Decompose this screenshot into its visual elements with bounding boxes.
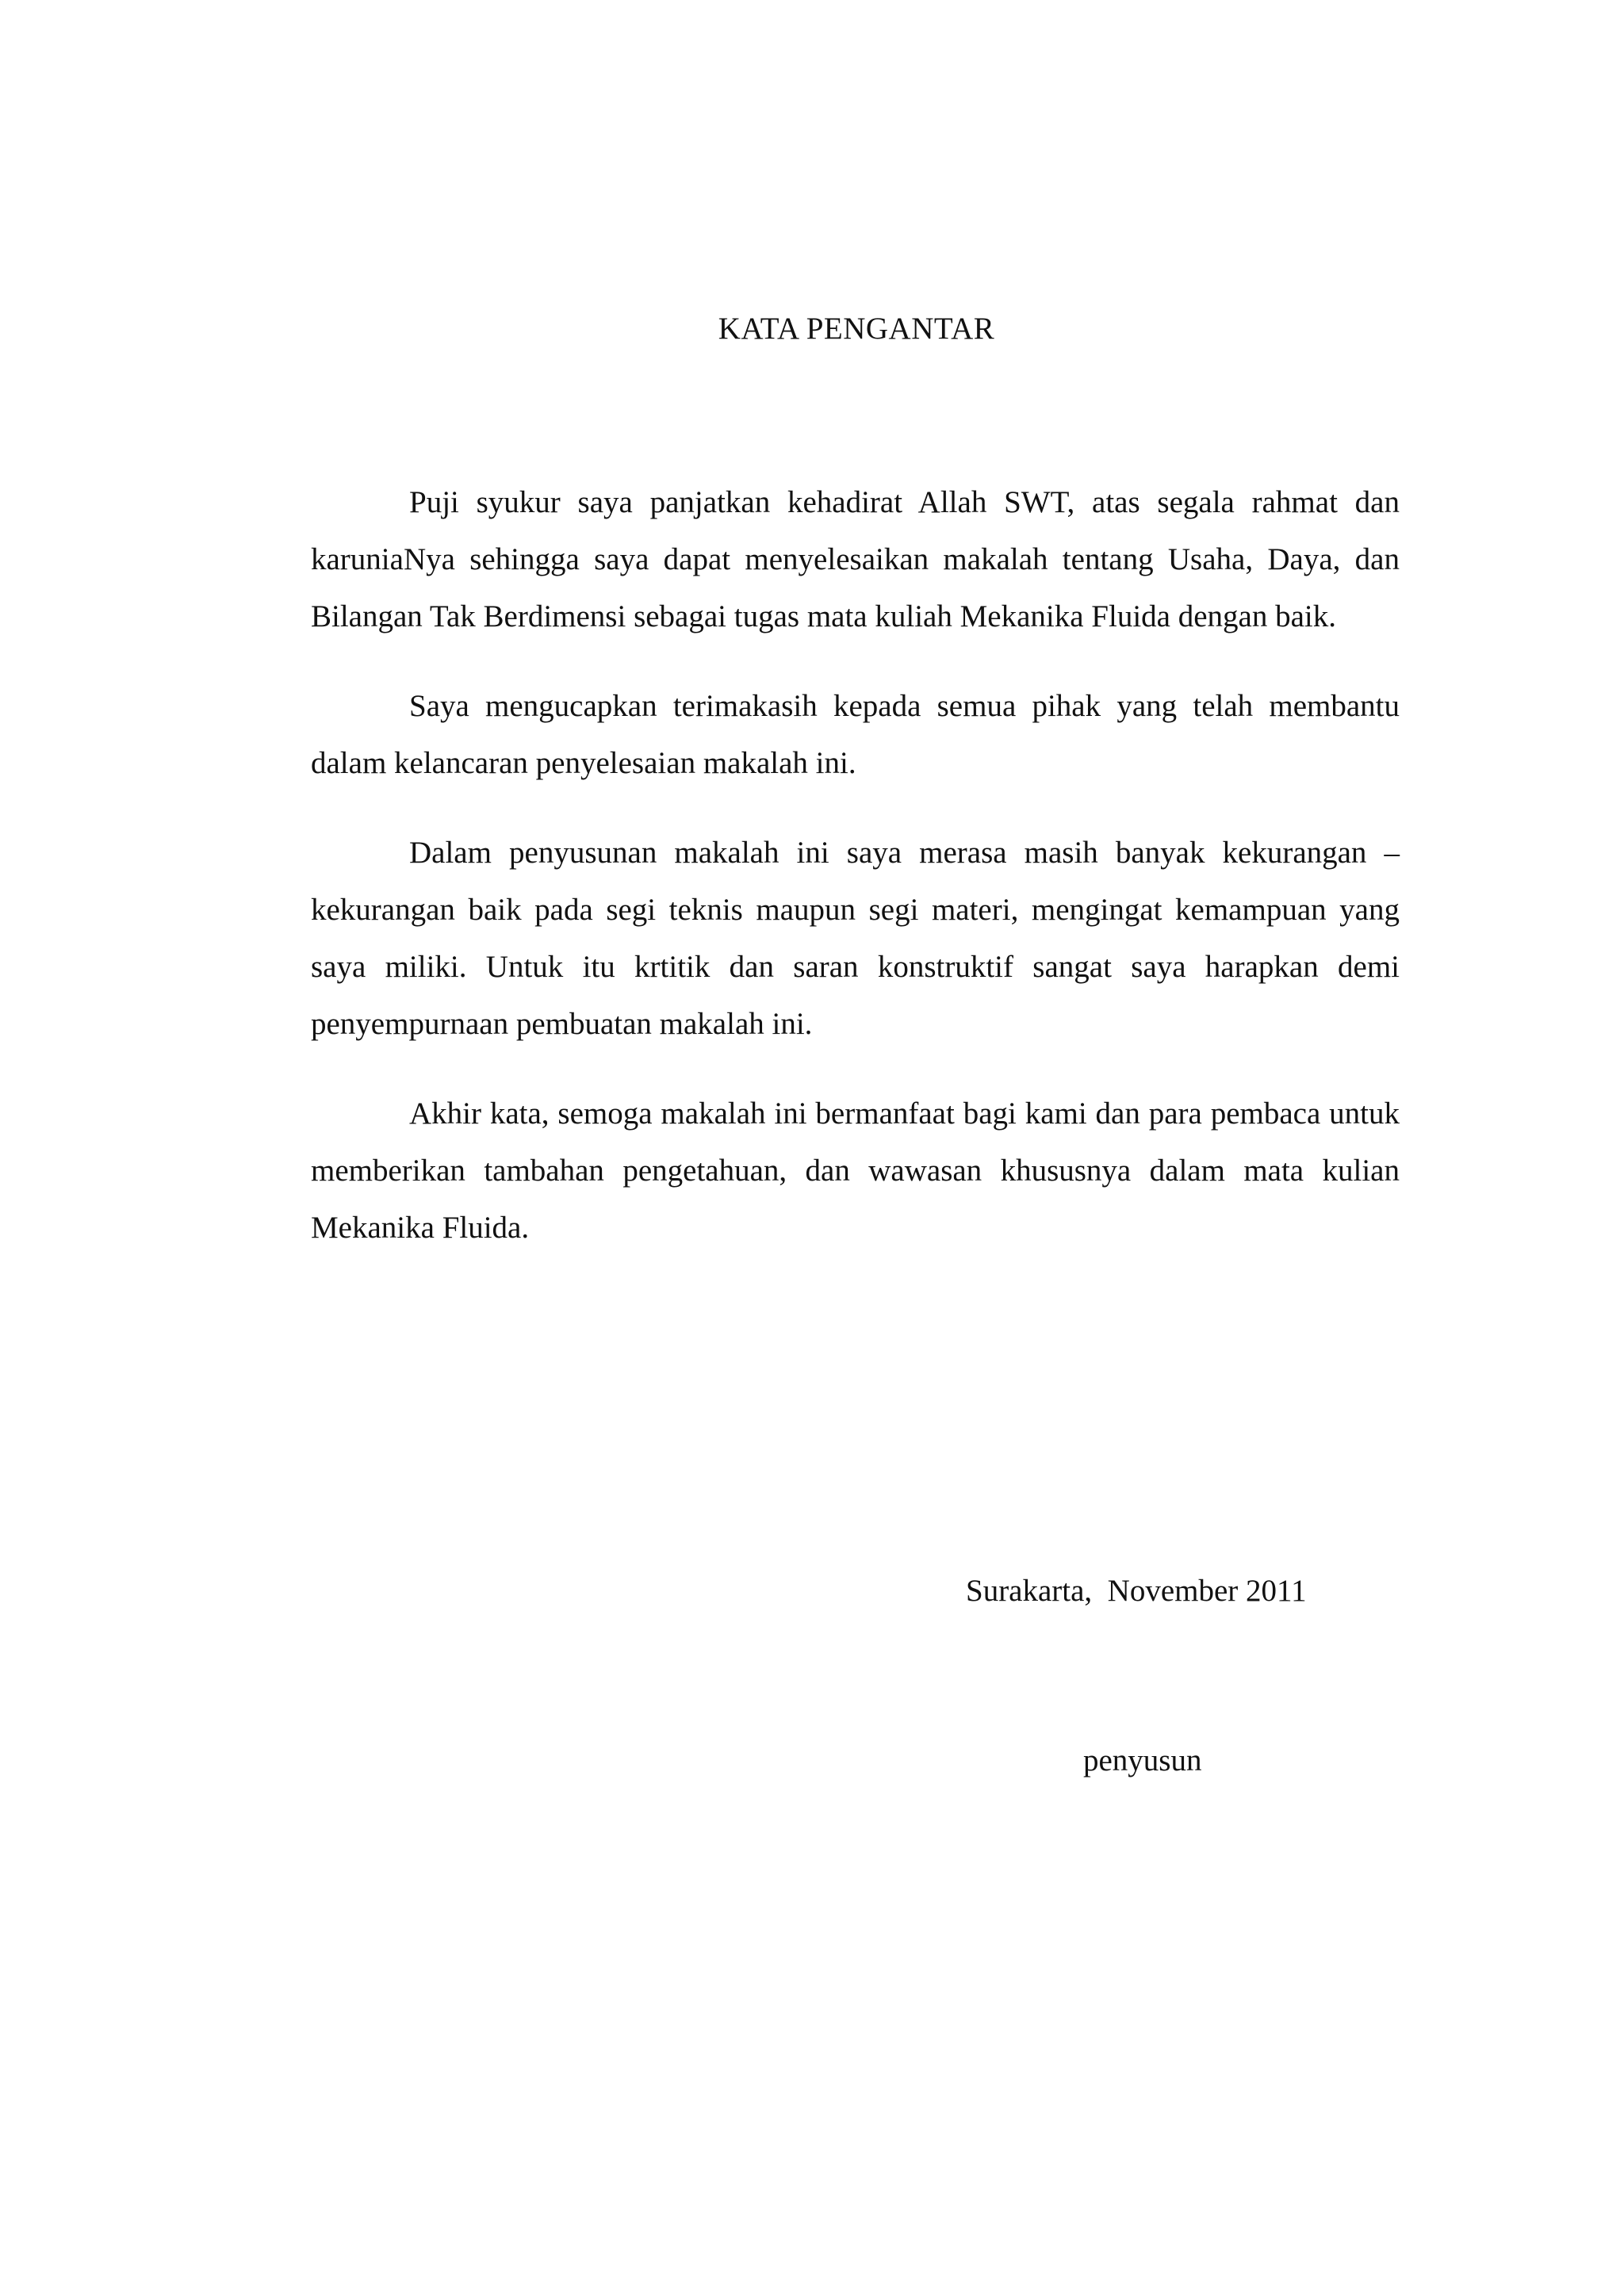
place-date: Surakarta, November 2011 [966,1574,1307,1608]
paragraph-3: Dalam penyusunan makalah ini saya merasa masih banyak kekurangan – kekurangan baik pada segi teknis maupun segi materi, mengingat kemampuan yang saya miliki. Untuk itu krtitik dan saran konstruktif sangat saya harapkan demi penyempurnaan pembuatan makalah ini. [311,836,1400,1041]
paragraph-4: Akhir kata, semoga makalah ini bermanfaat bagi kami dan para pembaca untuk memberikan tambahan pengetahuan, dan wawasan khususnya dalam mata kulian Mekanika Fluida. [311,1096,1400,1245]
page-title: KATA PENGANTAR [718,312,995,346]
paragraph-1: Puji syukur saya panjatkan kehadirat Allah SWT, atas segala rahmat dan karuniaNya sehingga saya dapat menyelesaikan makalah tentang Usaha, Daya, dan Bilangan Tak Berdimensi sebagai tugas mata kuliah Mekanika Fluida dengan baik. [311,485,1400,633]
body-text [311,474,1400,1289]
signer: penyusun [1083,1743,1202,1777]
paragraph-2: Saya mengucapkan terimakasih kepada semua pihak yang telah membantu dalam kelancaran penyelesaian makalah ini. [311,689,1400,780]
